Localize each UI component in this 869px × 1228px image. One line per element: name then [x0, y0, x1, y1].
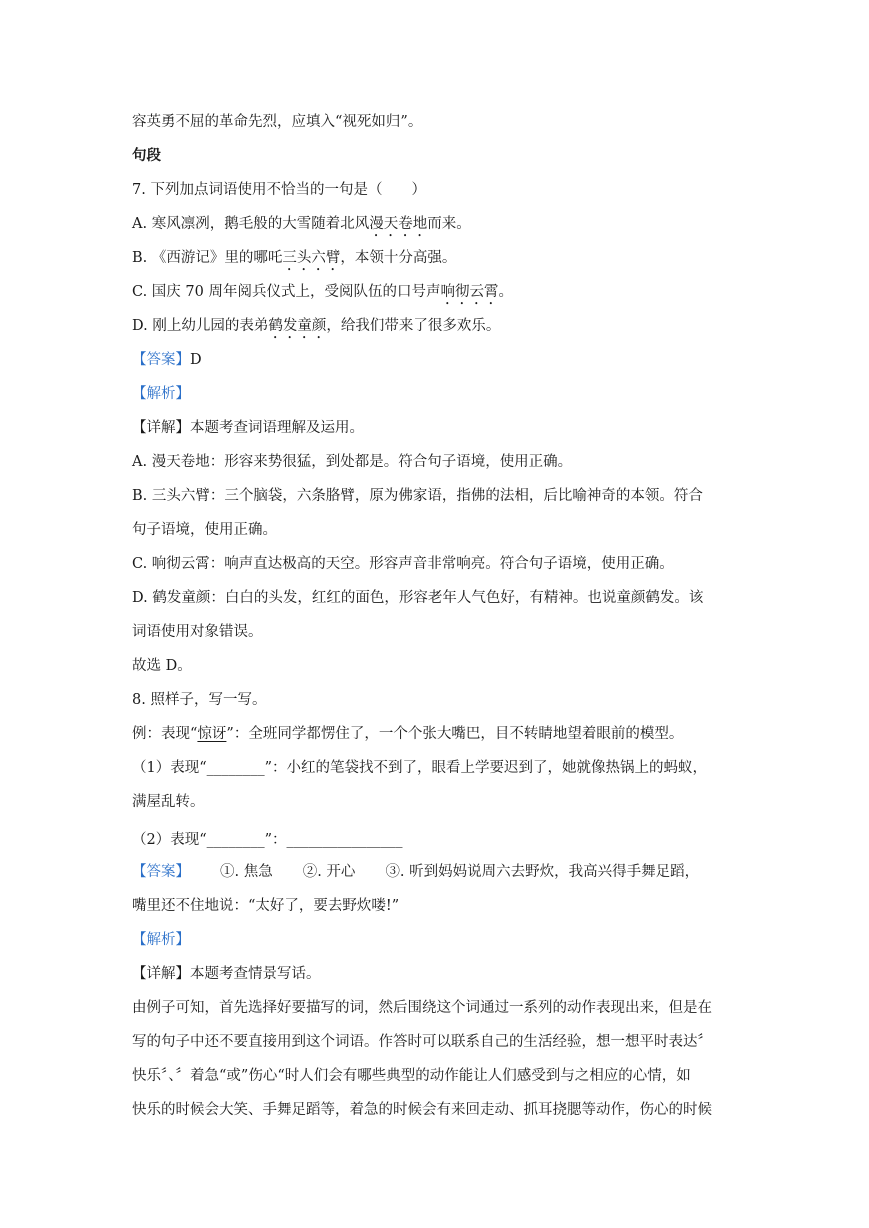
option-text: ，给我们带来了很多欢乐。	[326, 318, 501, 334]
analysis-tag: 【解析】	[132, 386, 190, 402]
paragraph-line: 快乐〞、〞着急“或”伤心“时人们会有哪些典型的动作能让人们感受到与之相应的心情，如	[132, 1068, 691, 1084]
answer-8-line2: 嘴里还不住地说：“太好了，要去野炊喽!”	[132, 898, 400, 914]
question-7: 7. 下列加点词语使用不恰当的一句是（ ）	[132, 182, 426, 198]
sub-question-2: （2）表现“________”：________________	[132, 832, 403, 848]
option-text: B. 《西游记》里的哪吒	[132, 250, 283, 266]
underlined-word: 惊讶	[197, 726, 227, 742]
option-b	[132, 248, 456, 274]
answer-item-2: ②. 开心	[302, 864, 356, 880]
explain-d-line1: D. 鹤发童颜：白白的头发，红红的面色，形容老年人气色好，有精神。也说童颜鹤发。该	[132, 590, 704, 606]
sub-question-1-line2: 满屋乱转。	[132, 794, 205, 810]
option-c	[132, 282, 513, 308]
dotted-word: 三头六臂	[282, 250, 341, 266]
answer-tag: 【答案】	[132, 352, 190, 368]
answer-item-3: ③. 听到妈妈说周六去野炊，我高兴得手舞足蹈，	[385, 864, 700, 880]
paragraph-line: 由例子可知，首先选择好要描写的词，然后围绕这个词通过一系列的动作表现出来，但是在	[132, 1000, 712, 1016]
explain-d-line2: 词语使用对象错误。	[132, 624, 263, 640]
example-text: ”：全班同学都愣住了，一个个张大嘴巴，目不转睛地望着眼前的模型。	[226, 726, 684, 742]
choose-line: 故选 D。	[132, 658, 192, 674]
question-8: 8. 照样子，写一写。	[132, 692, 267, 708]
dotted-word: 漫天卷地	[369, 216, 428, 232]
option-d	[132, 316, 500, 342]
answer-item-1: ①. 焦急	[220, 864, 273, 880]
answer-8	[132, 862, 699, 882]
detail-8: 【详解】本题考查情景写话。	[132, 966, 321, 982]
explain-c: C. 响彻云霄：响声直达极高的天空。形容声音非常响亮。符合句子语境，使用正确。	[132, 556, 674, 572]
section-heading: 句段	[132, 147, 161, 164]
dotted-word: 响彻云霄	[440, 284, 499, 300]
option-a	[132, 214, 471, 240]
option-text: C. 国庆 70 周年阅兵仪式上，受阅队伍的口号声	[132, 284, 441, 300]
dotted-word: 鹤发童颜	[268, 318, 327, 334]
paragraph-line: 写的句子中还不要直接用到这个词语。作答时可以联系自己的生活经验，想一想平时表达〞	[132, 1034, 712, 1050]
option-text: D. 刚上幼儿园的表弟	[132, 318, 269, 334]
sub-question-1-line1: （1）表现“________”：小红的笔袋找不到了，眼看上学要迟到了，她就像热锅上的蚂蚁，	[132, 760, 708, 776]
option-text: 而来。	[427, 216, 471, 232]
explain-b-line2: 句子语境，使用正确。	[132, 522, 277, 538]
option-text: ，本领十分高强。	[340, 250, 457, 266]
option-text: 。	[498, 284, 513, 300]
explain-a: A. 漫天卷地：形容来势很猛，到处都是。符合句子语境，使用正确。	[132, 454, 573, 470]
explain-b-line1: B. 三头六臂：三个脑袋，六条胳臂，原为佛家语，指佛的法相，后比喻神奇的本领。符合	[132, 488, 703, 504]
detail-7: 【详解】本题考查词语理解及运用。	[132, 420, 364, 436]
analysis-tag: 【解析】	[132, 932, 190, 948]
option-text: A. 寒风凛冽，鹅毛般的大雪随着北风	[132, 216, 370, 232]
text-line: 容英勇不屈的革命先烈，应填入“视死如归”。	[132, 114, 423, 130]
answer-value: D	[190, 352, 202, 368]
answer-7	[132, 350, 202, 370]
answer-tag: 【答案】	[132, 864, 190, 880]
paragraph-line: 快乐的时候会大笑、手舞足蹈等，着急的时候会有来回走动、抓耳挠腮等动作，伤心的时候	[132, 1102, 712, 1118]
example-line	[132, 724, 683, 744]
example-text: 例：表现“	[132, 726, 198, 742]
